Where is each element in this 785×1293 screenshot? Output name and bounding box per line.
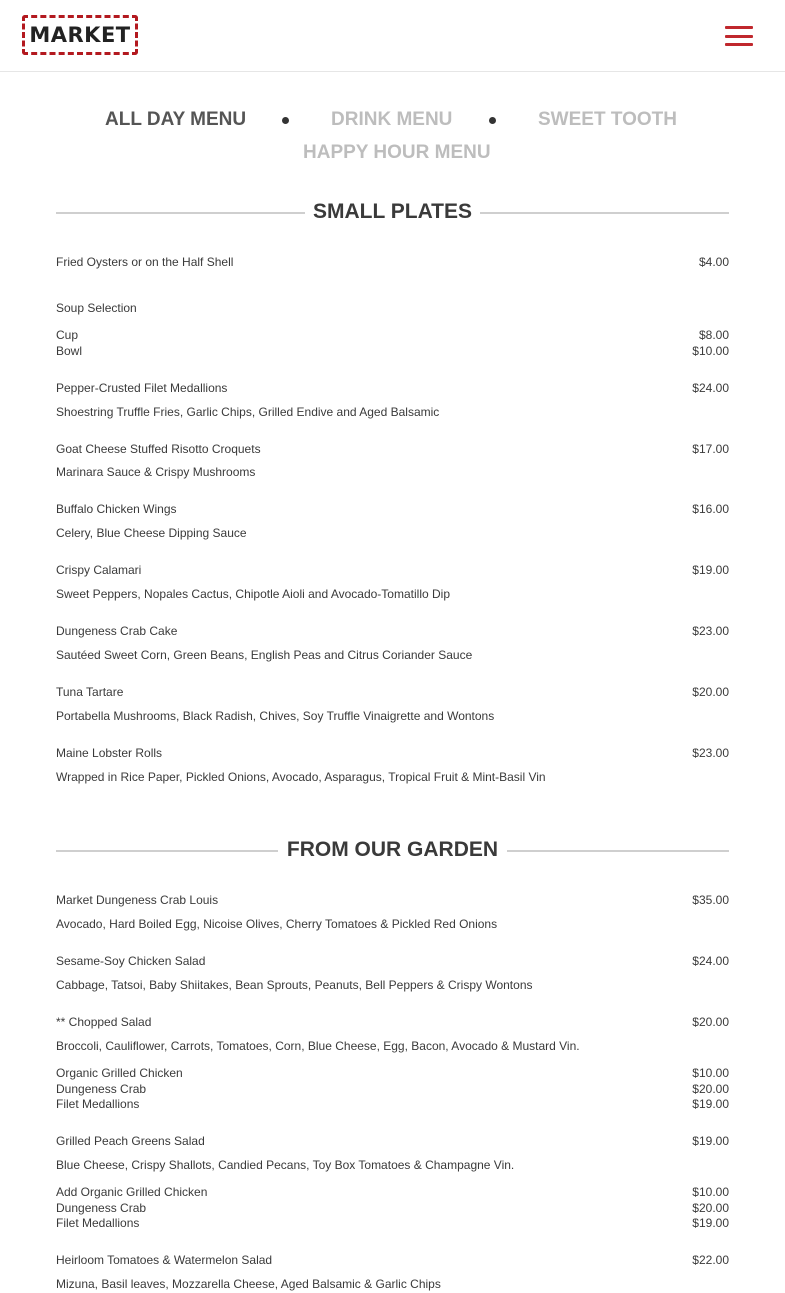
item-name: Soup Selection: [56, 301, 137, 315]
item-price: $4.00: [698, 255, 729, 269]
item-description: Broccoli, Cauliflower, Carrots, Tomatoes, Corn, Blue Cheese, Egg, Bacon, Avocado & Mustard Vin.: [56, 1039, 580, 1053]
item-description: Cabbage, Tatsoi, Baby Shiitakes, Bean Sprouts, Peanuts, Bell Peppers & Crispy Wontons: [56, 978, 533, 992]
item-price: $16.00: [692, 502, 729, 516]
item-description: Marinara Sauce & Crispy Mushrooms: [56, 465, 256, 479]
tab-sweet-tooth[interactable]: SWEET TOOTH: [538, 109, 677, 130]
site-header: [0, 0, 785, 72]
tab-happy-hour-menu[interactable]: HAPPY HOUR MENU: [303, 142, 491, 163]
option-price: $10.00: [692, 1185, 729, 1199]
hamburger-bar: [725, 26, 753, 29]
option-name: Organic Grilled Chicken: [56, 1066, 183, 1080]
item-price: $19.00: [692, 563, 729, 577]
item-name: Goat Cheese Stuffed Risotto Croquets: [56, 442, 261, 456]
item-description: Mizuna, Basil leaves, Mozzarella Cheese, Aged Balsamic & Garlic Chips: [56, 1277, 441, 1291]
market-logo[interactable]: [22, 15, 138, 55]
tab-separator-dot: [282, 117, 289, 124]
item-description: Wrapped in Rice Paper, Pickled Onions, Avocado, Asparagus, Tropical Fruit & Mint-Basil Vin: [56, 770, 546, 784]
logo-text: MARKET: [29, 22, 131, 47]
item-price: $24.00: [692, 954, 729, 968]
option-name: Cup: [56, 328, 79, 342]
item-name: Buffalo Chicken Wings: [56, 502, 177, 516]
item-price: $23.00: [692, 624, 729, 638]
item-name: Market Dungeness Crab Louis: [56, 893, 219, 907]
tab-drink-menu[interactable]: DRINK MENU: [331, 109, 453, 130]
item-price: $22.00: [692, 1253, 729, 1267]
item-name: Grilled Peach Greens Salad: [56, 1134, 205, 1148]
section-title-small-plates: [56, 198, 729, 226]
item-price: $20.00: [692, 1015, 729, 1029]
option-price: $10.00: [692, 1066, 729, 1080]
option-price: $19.00: [692, 1216, 729, 1230]
item-price: $24.00: [692, 381, 729, 395]
item-name: Heirloom Tomatoes & Watermelon Salad: [56, 1253, 273, 1267]
item-name: Pepper-Crusted Filet Medallions: [56, 381, 228, 395]
tab-all-day-menu[interactable]: ALL DAY MENU: [105, 109, 247, 130]
item-price: $23.00: [692, 746, 729, 760]
item-name: Sesame-Soy Chicken Salad: [56, 954, 206, 968]
option-price: $8.00: [698, 328, 729, 342]
hamburger-icon[interactable]: [725, 26, 753, 46]
hamburger-bar: [725, 43, 753, 46]
option-name: Filet Medallions: [56, 1216, 140, 1230]
item-price: $20.00: [692, 685, 729, 699]
option-name: Bowl: [56, 344, 83, 358]
option-name: Dungeness Crab: [56, 1082, 147, 1096]
item-description: Sweet Peppers, Nopales Cactus, Chipotle Aioli and Avocado-Tomatillo Dip: [56, 587, 450, 601]
item-price: $35.00: [692, 893, 729, 907]
option-price: $20.00: [692, 1201, 729, 1215]
option-name: Dungeness Crab: [56, 1201, 147, 1215]
section-heading: SMALL PLATES: [307, 200, 478, 223]
item-description: Portabella Mushrooms, Black Radish, Chives, Soy Truffle Vinaigrette and Wontons: [56, 709, 495, 723]
item-name: Tuna Tartare: [56, 685, 124, 699]
option-name: Add Organic Grilled Chicken: [56, 1185, 208, 1199]
item-description: Shoestring Truffle Fries, Garlic Chips, Grilled Endive and Aged Balsamic: [56, 405, 440, 419]
option-price: $19.00: [692, 1097, 729, 1111]
item-description: Avocado, Hard Boiled Egg, Nicoise Olives, Cherry Tomatoes & Pickled Red Onions: [56, 917, 498, 931]
tab-separator-dot: [489, 117, 496, 124]
section-title-from-our-garden: [56, 836, 729, 864]
option-price: $10.00: [692, 344, 729, 358]
item-name: Maine Lobster Rolls: [56, 746, 163, 760]
option-name: Filet Medallions: [56, 1097, 140, 1111]
item-description: Sautéed Sweet Corn, Green Beans, English Peas and Citrus Coriander Sauce: [56, 648, 473, 662]
section-heading: FROM OUR GARDEN: [281, 838, 504, 861]
item-name: Crispy Calamari: [56, 563, 142, 577]
item-name: Fried Oysters or on the Half Shell: [56, 255, 234, 269]
item-price: $17.00: [692, 442, 729, 456]
item-description: Celery, Blue Cheese Dipping Sauce: [56, 526, 247, 540]
item-price: $19.00: [692, 1134, 729, 1148]
item-description: Blue Cheese, Crispy Shallots, Candied Pecans, Toy Box Tomatoes & Champagne Vin.: [56, 1158, 515, 1172]
hamburger-bar: [725, 35, 753, 38]
option-price: $20.00: [692, 1082, 729, 1096]
item-name: Dungeness Crab Cake: [56, 624, 178, 638]
item-name: ** Chopped Salad: [56, 1015, 152, 1029]
